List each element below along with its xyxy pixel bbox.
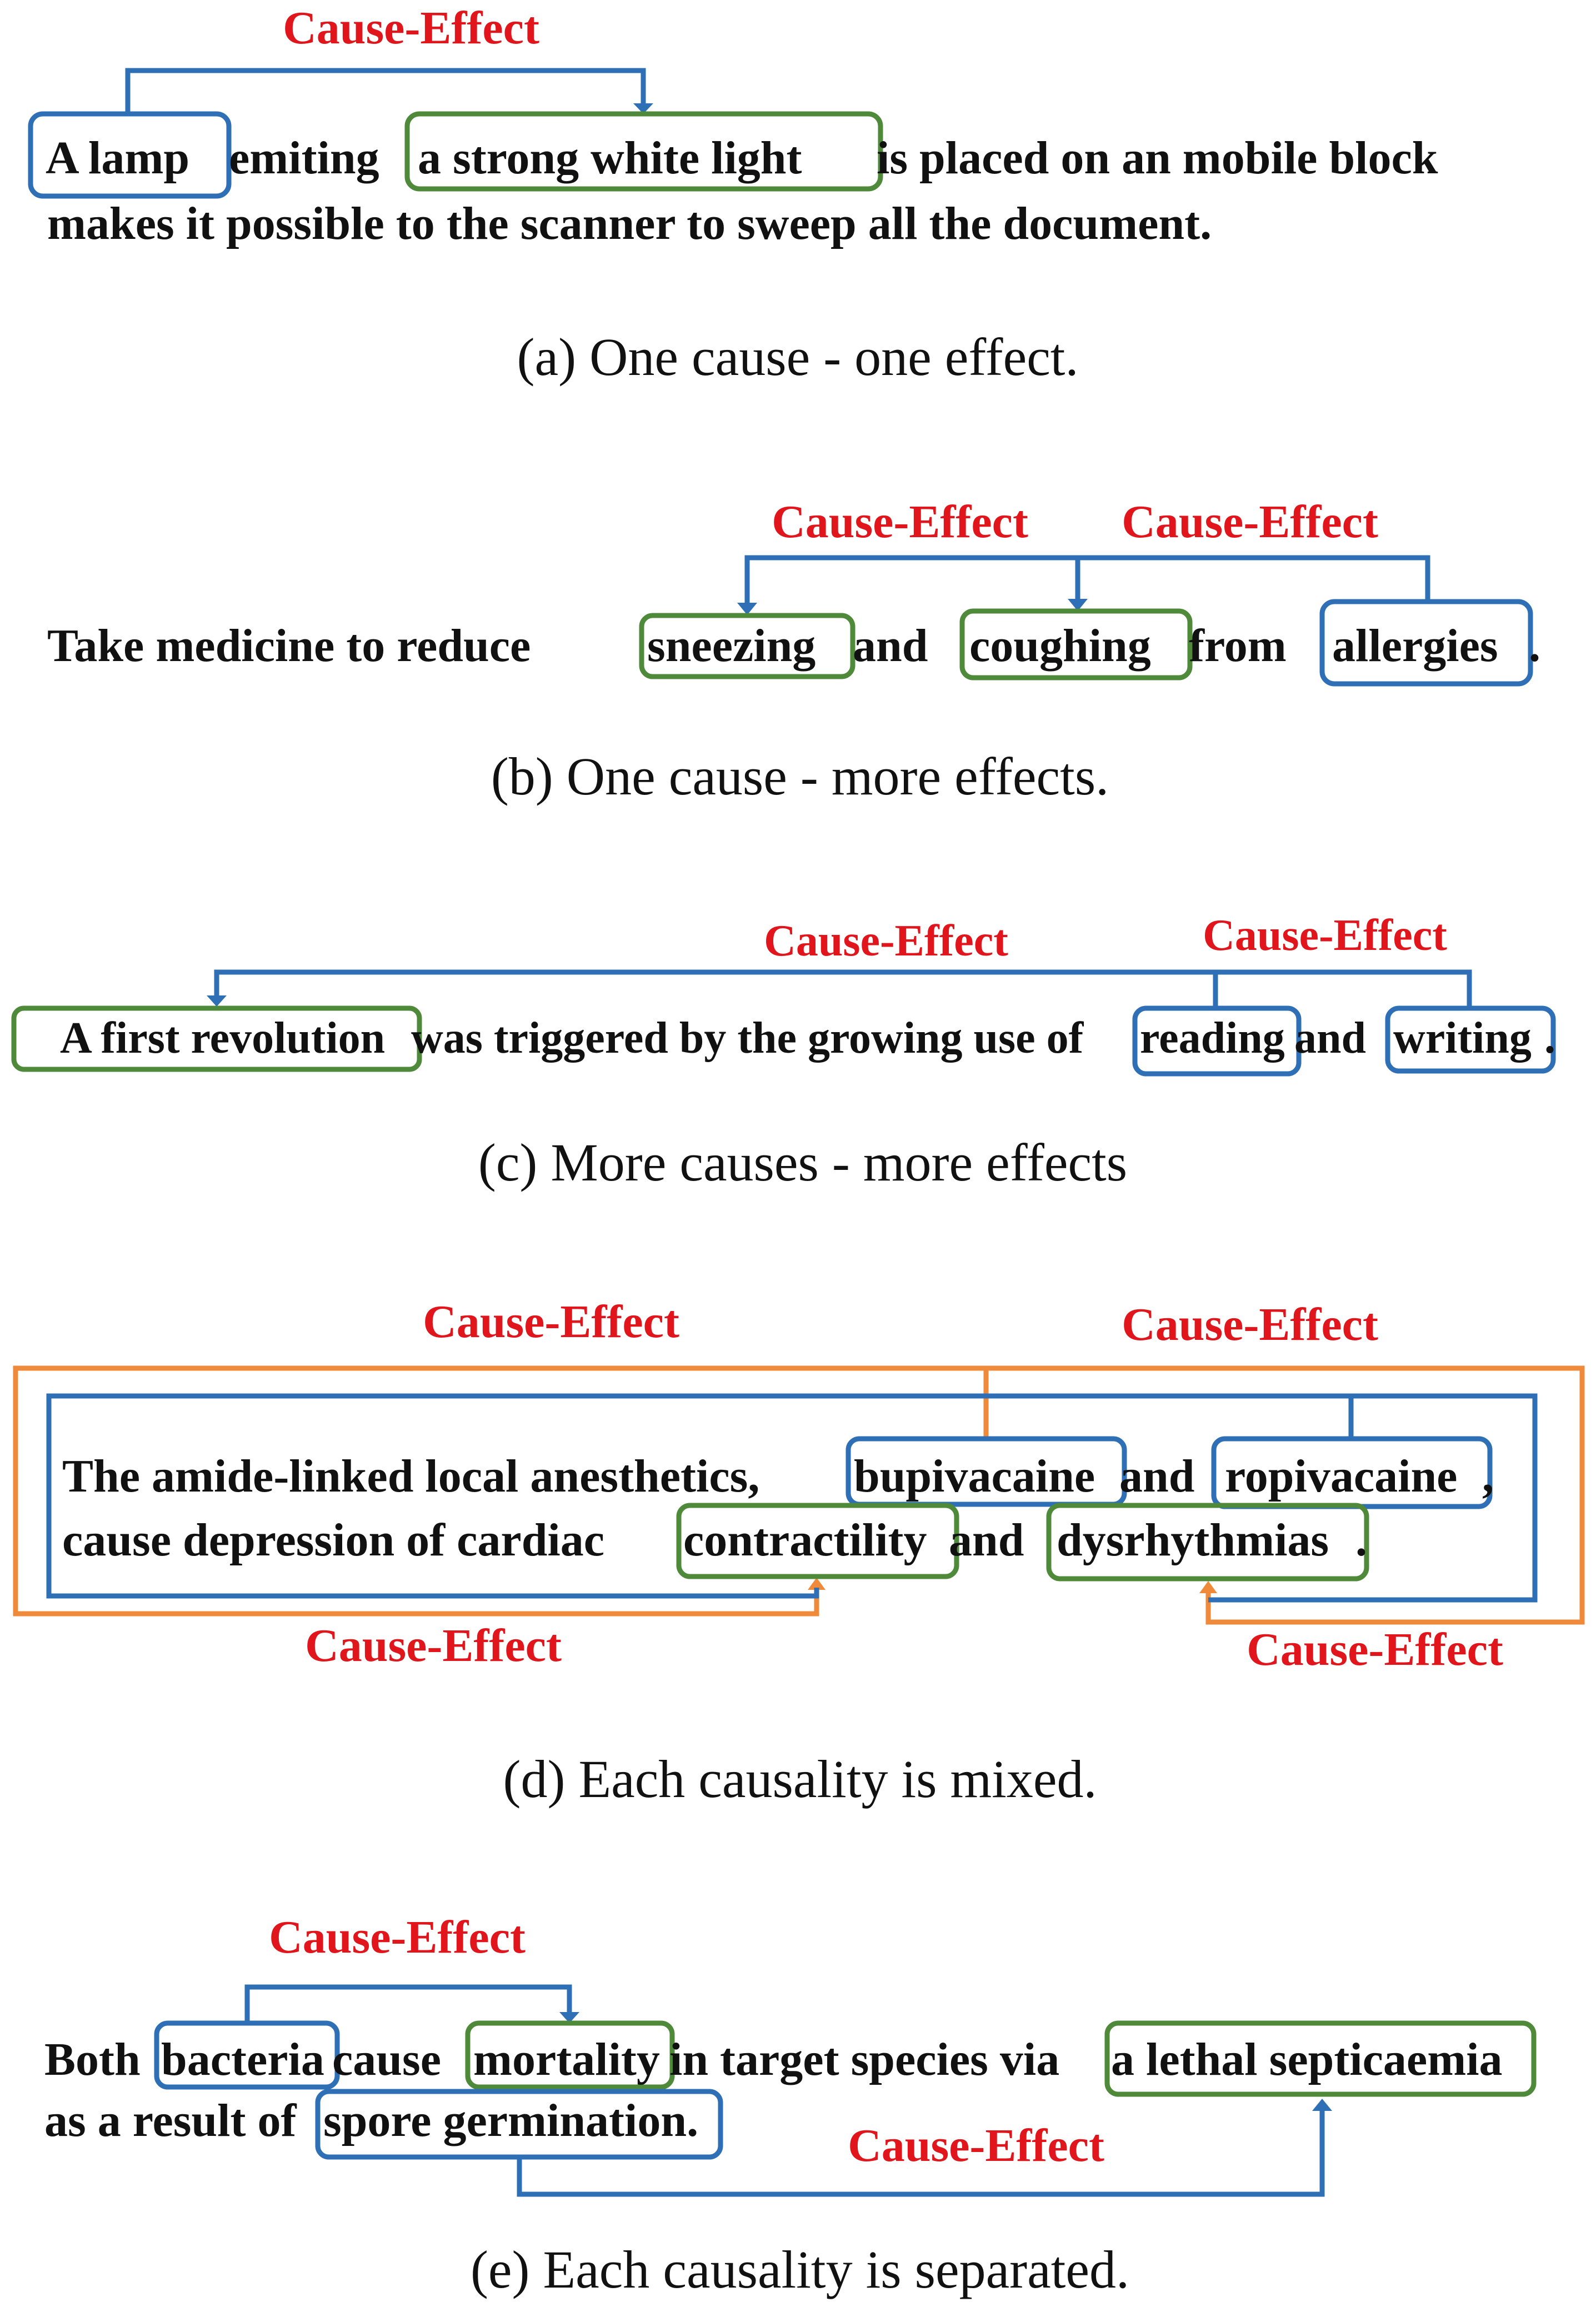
arrow-c bbox=[217, 972, 1469, 1010]
text-comma-d: , bbox=[1482, 1450, 1494, 1502]
sentence-d-line-1 bbox=[62, 1450, 1494, 1502]
arrow-b bbox=[747, 558, 1428, 603]
text-take-medicine: Take medicine to reduce bbox=[47, 620, 543, 672]
arrowhead-e-bottom bbox=[1312, 2099, 1332, 2111]
text-cause-depression: cause depression of cardiac bbox=[62, 1514, 617, 1566]
sentence-e-line-1 bbox=[44, 2034, 1503, 2085]
panel-b bbox=[47, 496, 1540, 806]
cause-bacteria: bacteria bbox=[161, 2034, 324, 2085]
arrow-a bbox=[128, 71, 643, 114]
effect-revolution: A first revolution bbox=[60, 1014, 386, 1063]
text-period-b: . bbox=[1529, 620, 1540, 672]
label-d-bottom-right: Cause-Effect bbox=[1247, 1624, 1503, 1675]
caption-d: (d) Each causality is mixed. bbox=[503, 1749, 1097, 1809]
sentence-a-line-2: makes it possible to the scanner to sweep all the document. bbox=[47, 198, 1212, 249]
panel-d bbox=[16, 1296, 1582, 1809]
label-d-top-left: Cause-Effect bbox=[423, 1296, 679, 1348]
arrowhead-c bbox=[207, 995, 227, 1007]
sentence-d-line-2 bbox=[62, 1514, 1367, 1566]
panel-a bbox=[31, 2, 1438, 387]
label-e-bottom: Cause-Effect bbox=[848, 2120, 1104, 2171]
label-d-top-right: Cause-Effect bbox=[1122, 1299, 1378, 1350]
cause-reading: reading bbox=[1140, 1014, 1285, 1063]
text-both: Both bbox=[44, 2034, 152, 2085]
cause-allergies: allergies bbox=[1332, 620, 1498, 672]
label-e-top: Cause-Effect bbox=[269, 1911, 526, 1963]
arrowhead-d-orange-2 bbox=[1199, 1581, 1217, 1593]
effect-sneezing: sneezing bbox=[647, 620, 816, 672]
cause-spore: spore germination. bbox=[323, 2095, 699, 2146]
sentence-b bbox=[47, 620, 1540, 672]
text-and-d-2: and bbox=[949, 1514, 1036, 1566]
sentence-c bbox=[60, 1014, 1555, 1063]
text-target-species: in target species via bbox=[669, 2034, 1072, 2085]
text-emiting: emiting bbox=[229, 132, 391, 184]
label-c-1: Cause-Effect bbox=[764, 917, 1008, 965]
sentence-e-line-2 bbox=[44, 2095, 698, 2146]
caption-b: (b) One cause - more effects. bbox=[491, 747, 1109, 806]
cause-bupivacaine: bupivacaine bbox=[854, 1450, 1095, 1502]
caption-e: (e) Each causality is separated. bbox=[470, 2240, 1130, 2299]
effect-septicaemia: a lethal septicaemia bbox=[1111, 2034, 1503, 2085]
label-c-2: Cause-Effect bbox=[1203, 911, 1447, 960]
effect-contractility: contractility bbox=[683, 1514, 927, 1566]
label-a: Cause-Effect bbox=[283, 2, 539, 54]
panel-e bbox=[44, 1911, 1534, 2299]
sentence-a-line-1 bbox=[46, 132, 1438, 184]
text-period-d: . bbox=[1355, 1514, 1367, 1566]
text-amide: The amide-linked local anesthetics, bbox=[62, 1450, 772, 1502]
text-as-a-result: as a result of bbox=[44, 2095, 308, 2146]
label-b-1: Cause-Effect bbox=[772, 496, 1028, 548]
arrow-e-top bbox=[247, 1987, 569, 2022]
text-cause-e: cause bbox=[332, 2034, 453, 2085]
label-d-bottom-left: Cause-Effect bbox=[305, 1620, 562, 1672]
text-from: from bbox=[1189, 620, 1298, 672]
text-triggered: was triggered by the growing use of bbox=[411, 1014, 1095, 1063]
cause-lamp: A lamp bbox=[46, 132, 190, 184]
effect-dysrhythmias: dysrhythmias bbox=[1057, 1514, 1329, 1566]
caption-c: (c) More causes - more effects bbox=[478, 1133, 1128, 1192]
text-and-b: and bbox=[853, 620, 940, 672]
caption-a: (a) One cause - one effect. bbox=[517, 327, 1079, 387]
effect-mortality: mortality bbox=[473, 2034, 660, 2085]
text-and-d-1: and bbox=[1119, 1450, 1207, 1502]
text-period-c: . bbox=[1544, 1014, 1555, 1063]
panel-c bbox=[14, 911, 1555, 1192]
cause-ropivacaine: ropivacaine bbox=[1225, 1450, 1458, 1502]
effect-light: a strong white light bbox=[418, 132, 802, 184]
text-and-c: and bbox=[1294, 1014, 1377, 1063]
text-placed: is placed on an mobile block bbox=[877, 132, 1438, 184]
effect-coughing: coughing bbox=[969, 620, 1151, 672]
cause-writing: writing bbox=[1393, 1014, 1532, 1063]
label-b-2: Cause-Effect bbox=[1122, 496, 1378, 548]
